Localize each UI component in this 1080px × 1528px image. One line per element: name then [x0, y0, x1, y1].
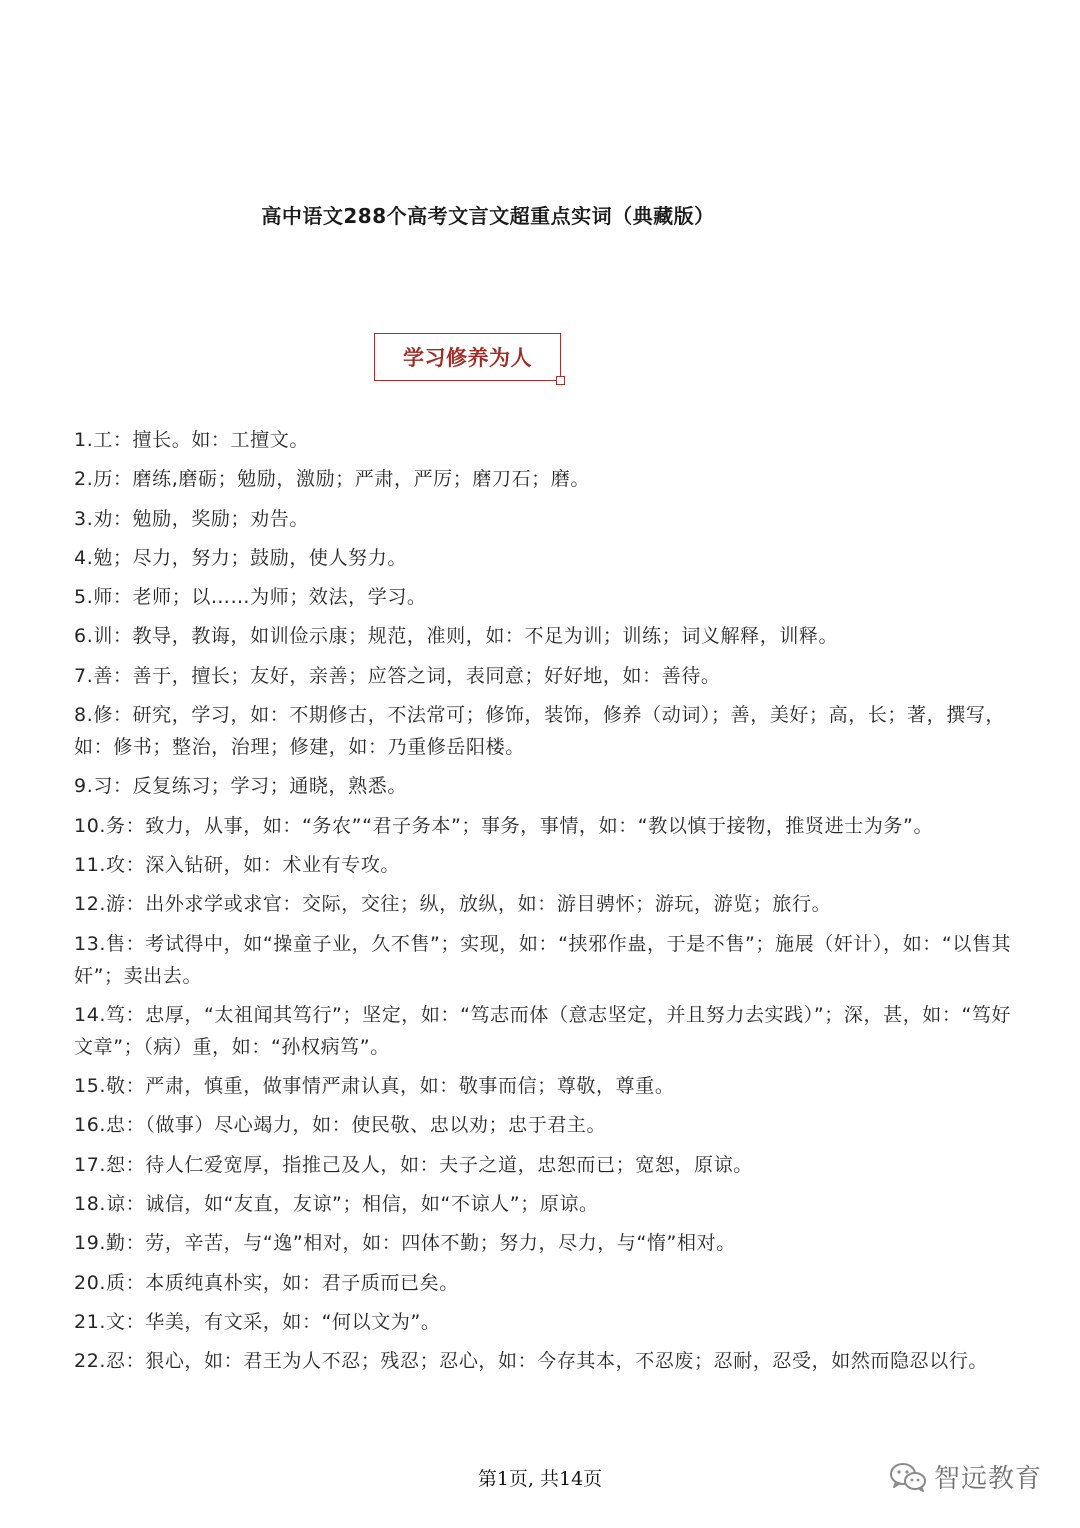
list-item: 1.工：擅长。如：工擅文。 — [74, 429, 309, 451]
list-item: 10.务：致力，从事，如：“务农”“君子务本”；事务，事情，如：“教以慎于接物，推贤进士为务”。 — [74, 814, 934, 837]
list-item: 12.游：出外求学或求官：交际，交往；纵，放纵，如：游目骋怀；游玩，游览；旅行。 — [74, 893, 832, 916]
list-item: 14.笃：忠厚，“太祖闻其笃行”；坚定，如：“笃志而体（意志坚定，并且努力去实践）”；深，甚，如：“笃好文章”；（病）重，如：“孙权病笃”。 — [74, 1003, 1012, 1058]
list-item: 2.历：磨练,磨砺；勉励，激励；严肃，严厉；磨刀石；磨。 — [74, 468, 590, 491]
list-item: 20.质：本质纯真朴实，如：君子质而已矣。 — [74, 1271, 459, 1294]
vocabulary-list — [74, 424, 1014, 1385]
list-item: 19.勤：劳，辛苦，与“逸”相对，如：四体不勤；努力，尽力，与“惰”相对。 — [74, 1232, 736, 1255]
wechat-icon — [888, 1461, 928, 1493]
list-item: 4.勉；尽力，努力；鼓励，使人努力。 — [74, 546, 407, 569]
list-item: 9.习：反复练习；学习；通晓，熟悉。 — [74, 775, 407, 798]
list-item: 16.忠：（做事）尽心竭力，如：使民敬、忠以劝；忠于君主。 — [74, 1114, 607, 1137]
document-title: 高中语文288个高考文言文超重点实词（典藏版） — [261, 204, 715, 228]
list-item: 21.文：华美，有文采，如：“何以文为”。 — [74, 1310, 441, 1333]
list-item: 11.攻：深入钻研，如：术业有专攻。 — [74, 853, 401, 876]
watermark — [888, 1458, 1042, 1495]
section-heading: 学习修养为人 — [403, 346, 532, 370]
resize-handle-icon — [556, 376, 565, 385]
list-item: 3.劝：勉励，奖励；劝告。 — [74, 507, 309, 530]
list-item: 15.敬：严肃，慎重，做事情严肃认真，如：敬事而信；尊敬，尊重。 — [74, 1075, 675, 1098]
list-item: 13.售：考试得中，如“操童子业，久不售”；实现，如：“挟邪作蛊，于是不售”；施展（奸计），如：“以售其奸”；卖出去。 — [74, 932, 1012, 987]
list-item: 22.忍：狠心，如：君王为人不忍；残忍；忍心，如：今存其本，不忍废；忍耐，忍受，如然而隐忍以行。 — [74, 1350, 989, 1373]
list-item: 7.善：善于，擅长；友好，亲善；应答之词，表同意；好好地，如：善待。 — [74, 664, 721, 687]
list-item: 18.谅：诚信，如“友直，友谅”；相信，如“不谅人”；原谅。 — [74, 1193, 599, 1216]
list-item: 6.训：教导，教诲，如训俭示康；规范，准则，如：不足为训；训练；词义解释，训释。 — [74, 625, 839, 648]
watermark-text: 智远教育 — [934, 1464, 1043, 1494]
list-item: 5.师：老师；以……为师；效法，学习。 — [74, 586, 427, 609]
list-item: 17.恕：待人仁爱宽厚，指推己及人，如：夫子之道，忠恕而已；宽恕，原谅。 — [74, 1153, 753, 1176]
page-indicator: 第1页, 共14页 — [477, 1468, 603, 1490]
section-heading-box — [374, 333, 561, 381]
list-item: 8.修：研究，学习，如：不期修古，不法常可；修饰，装饰，修养（动词）；善，美好；高，长；著，撰写，如：修书；整治，治理；修建，如：乃重修岳阳楼。 — [74, 704, 1006, 759]
